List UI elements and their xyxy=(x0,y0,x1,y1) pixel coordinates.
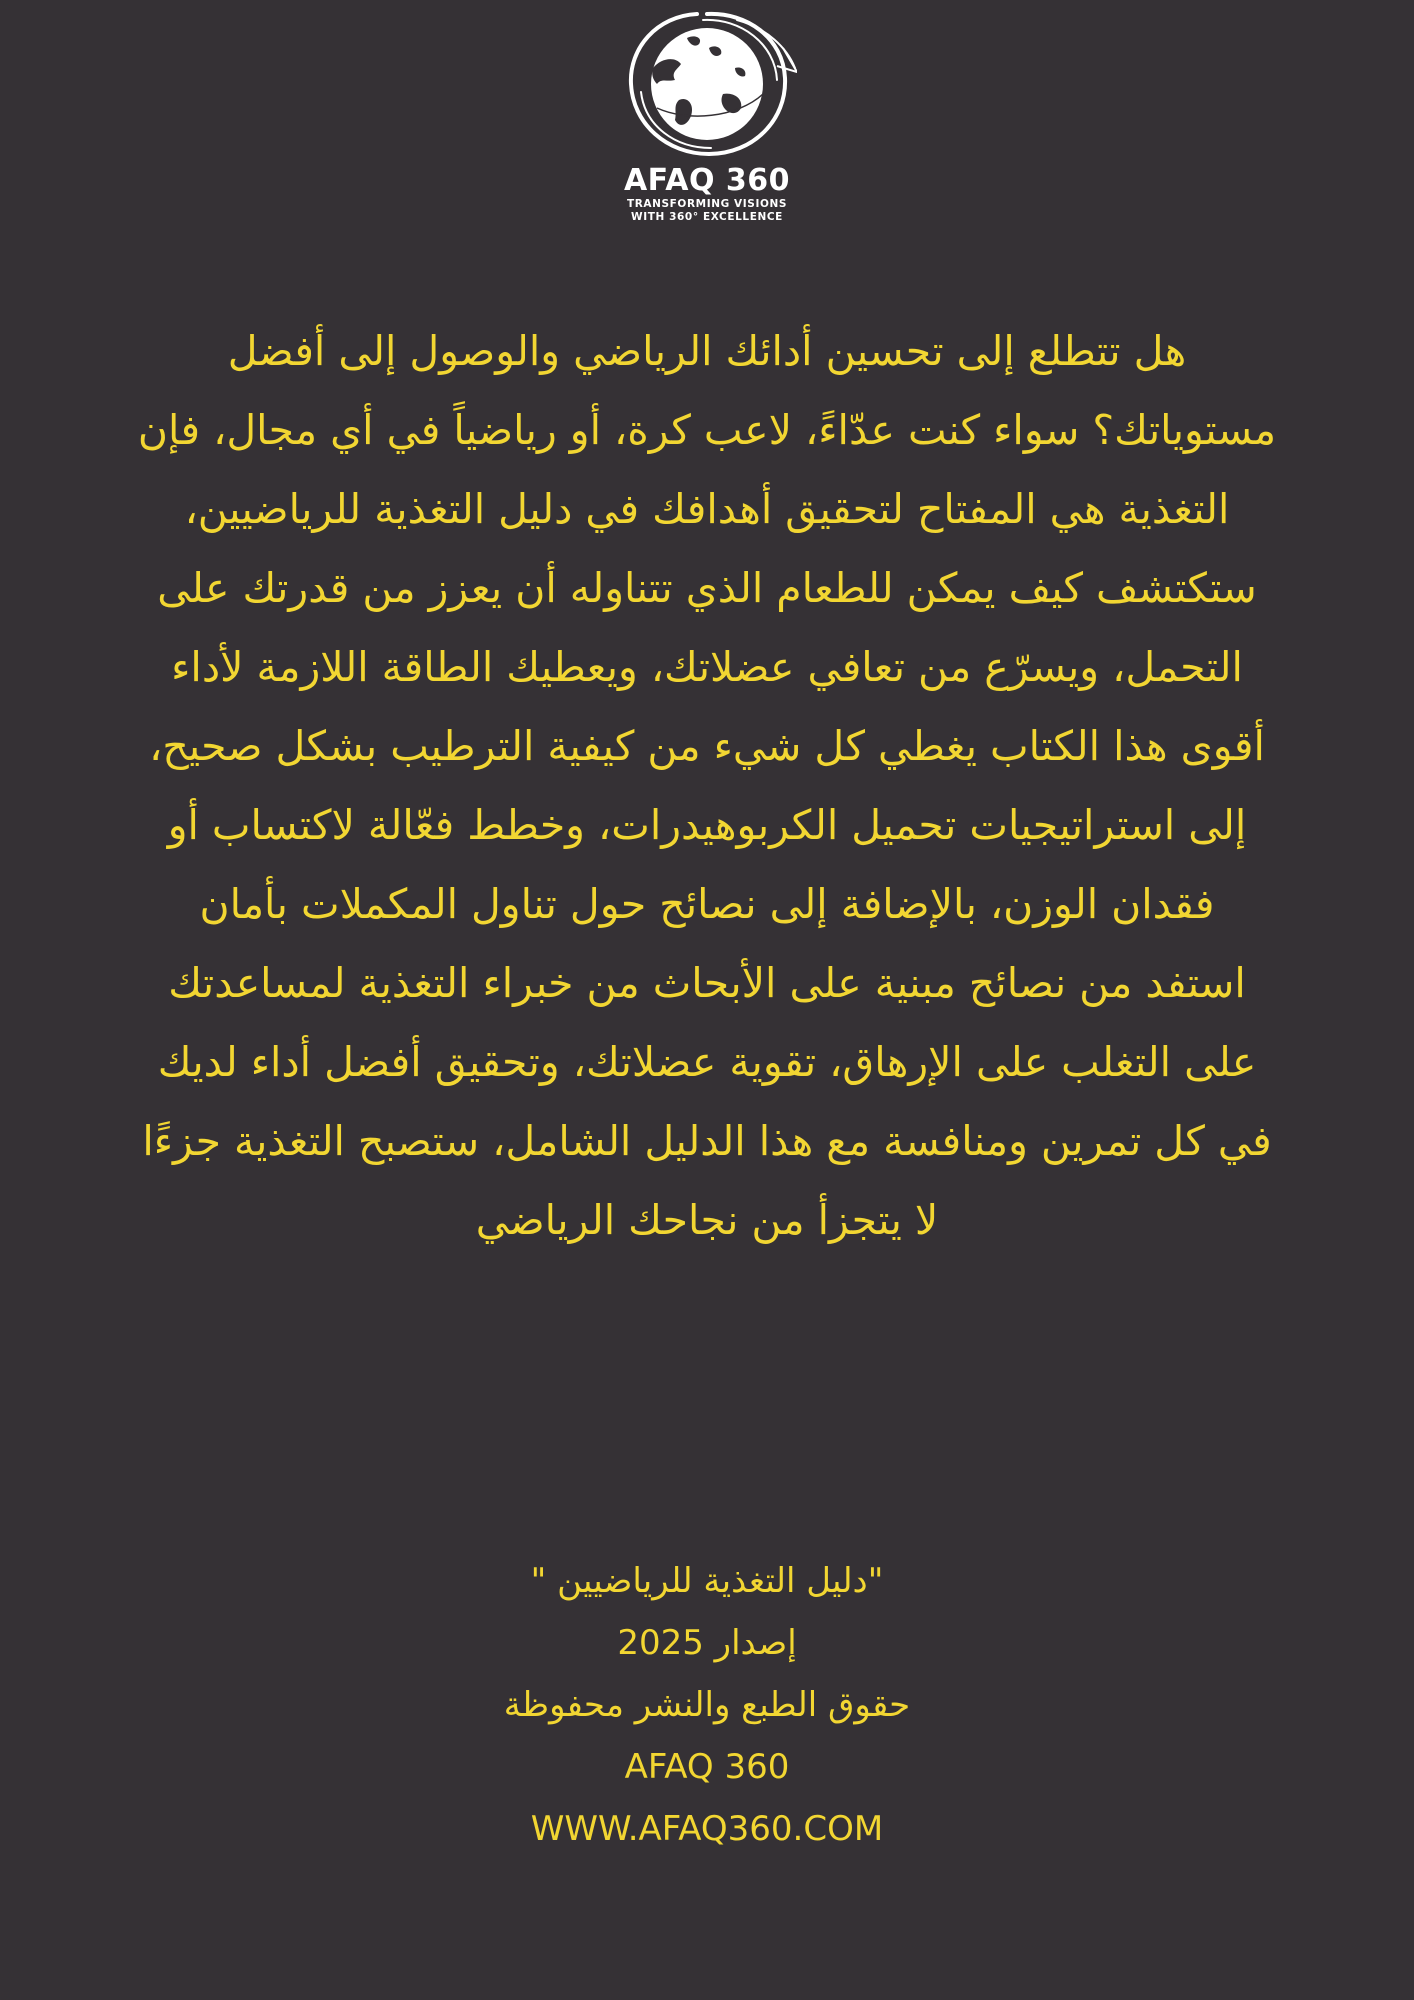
brand-name: AFAQ 360 xyxy=(623,163,791,198)
edition: إصدار 2025 xyxy=(617,1623,797,1663)
copyright-notice: حقوق الطبع والنشر محفوظة xyxy=(503,1685,911,1725)
colophon xyxy=(0,1550,1414,1860)
globe-with-orbit-arrow-icon xyxy=(617,8,797,158)
website-url: WWW.AFAQ360.COM xyxy=(530,1809,884,1849)
publisher-name: AFAQ 360 xyxy=(624,1747,790,1787)
publisher-logo xyxy=(0,8,1414,258)
description-paragraph-2: استفد من نصائح مبنية على الأبحاث من خبراء التغذية لمساعدتك على التغلب على الإرهاق، تقوية عضلاتك، وتحقيق أفضل أداء لديك في كل تمرين ومنافسة مع هذا الدليل الشامل، ستصبح التغذية جزءًا لا يتجزأ من نجاحك الرياضي xyxy=(142,959,1272,1244)
tagline-line-1: TRANSFORMING VISIONS xyxy=(626,198,788,210)
book-description xyxy=(130,312,1284,1260)
description-paragraph-1: هل تتطلع إلى تحسين أدائك الرياضي والوصول إلى أفضل مستوياتك؟ سواء كنت عدّاءً، لاعب كرة، أو رياضياً في أي مجال، فإن التغذية هي المفتاح لتحقيق أهدافك في دليل التغذية للرياضيين، ستكتشف كيف يمكن للطعام الذي تتناوله أن يعزز من قدرتك على التحمل، ويسرّع من تعافي عضلاتك، ويعطيك الطاقة اللازمة لأداء أقوى هذا الكتاب يغطي كل شيء من كيفية الترطيب بشكل صحيح، إلى استراتيجيات تحميل الكربوهيدرات، وخطط فعّالة لاكتساب أو فقدان الوزن، بالإضافة إلى نصائح حول تناول المكملات بأمان xyxy=(137,327,1277,928)
tagline-line-2: WITH 360° EXCELLENCE xyxy=(631,211,783,223)
book-title: "دليل التغذية للرياضيين " xyxy=(530,1561,884,1601)
